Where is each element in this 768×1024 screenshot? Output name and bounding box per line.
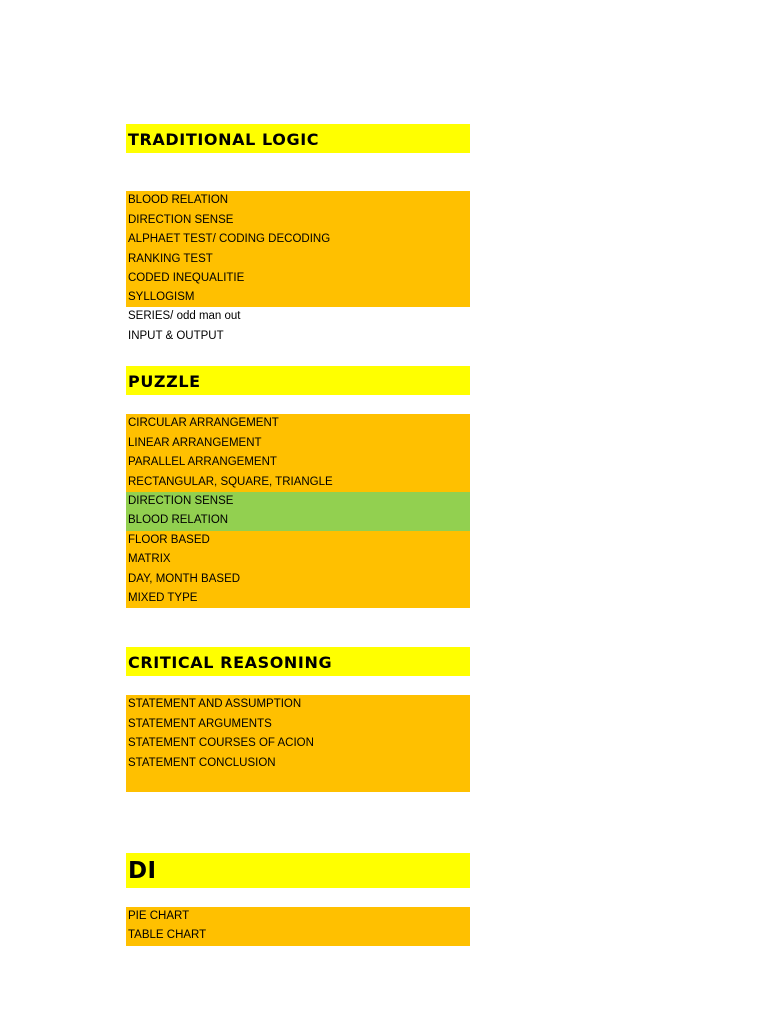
item-label: MATRIX xyxy=(128,553,171,565)
section-title-critical-reasoning: CRITICAL REASONING xyxy=(128,653,333,672)
list-item xyxy=(0,307,470,326)
item-label: MIXED TYPE xyxy=(128,592,198,604)
list-item xyxy=(0,473,470,492)
item-label: PARALLEL ARRANGEMENT xyxy=(128,456,277,468)
item-label: CIRCULAR ARRANGEMENT xyxy=(128,417,279,429)
list-item xyxy=(0,695,470,714)
list-item xyxy=(0,511,470,530)
list-item xyxy=(0,907,470,926)
list-item xyxy=(0,754,470,773)
item-label: FLOOR BASED xyxy=(128,533,210,546)
item-label: INPUT & OUTPUT xyxy=(128,329,224,342)
item-label: STATEMENT AND ASSUMPTION xyxy=(128,698,302,710)
list-item xyxy=(0,288,470,307)
list-item xyxy=(0,230,470,249)
item-label: TABLE CHART xyxy=(128,929,207,941)
item-label: BLOOD RELATION xyxy=(128,194,229,206)
item-label: DIRECTION SENSE xyxy=(128,495,234,507)
list-item xyxy=(0,434,470,453)
item-label: LINEAR ARRANGEMENT xyxy=(128,436,262,449)
list-item xyxy=(0,715,470,734)
item-label: RANKING TEST xyxy=(128,252,213,265)
di-header-band xyxy=(126,853,470,888)
item-label: STATEMENT ARGUMENTS xyxy=(128,717,272,730)
list-item xyxy=(0,492,470,511)
list-item xyxy=(0,926,470,945)
item-label: STATEMENT COURSES OF ACION xyxy=(128,737,314,749)
list-item xyxy=(0,550,470,569)
item-label: DIRECTION SENSE xyxy=(128,213,234,226)
section-title-traditional-logic: TRADITIONAL LOGIC xyxy=(128,130,320,149)
item-label: SERIES/ odd man out xyxy=(128,310,241,322)
list-item xyxy=(0,211,470,230)
item-label: ALPHAET TEST/ CODING DECODING xyxy=(128,233,331,245)
item-label: BLOOD RELATION xyxy=(128,514,229,526)
list-item xyxy=(0,589,470,608)
list-item xyxy=(0,453,470,472)
item-label: CODED INEQUALITIE xyxy=(128,272,245,284)
list-item xyxy=(0,414,470,433)
list-item xyxy=(0,734,470,753)
item-label: PIE CHART xyxy=(128,910,190,922)
list-item xyxy=(0,250,470,269)
section-title-di: DI xyxy=(128,858,157,884)
list-item xyxy=(0,327,470,346)
item-label: SYLLOGISM xyxy=(128,291,195,303)
list-item xyxy=(0,191,470,210)
list-item xyxy=(0,531,470,550)
section-title-puzzle: PUZZLE xyxy=(128,372,201,391)
list-item xyxy=(0,570,470,589)
item-label: RECTANGULAR, SQUARE, TRIANGLE xyxy=(128,475,333,488)
list-item xyxy=(0,269,470,288)
item-label: STATEMENT CONCLUSION xyxy=(128,756,276,769)
item-label: DAY, MONTH BASED xyxy=(128,572,241,585)
